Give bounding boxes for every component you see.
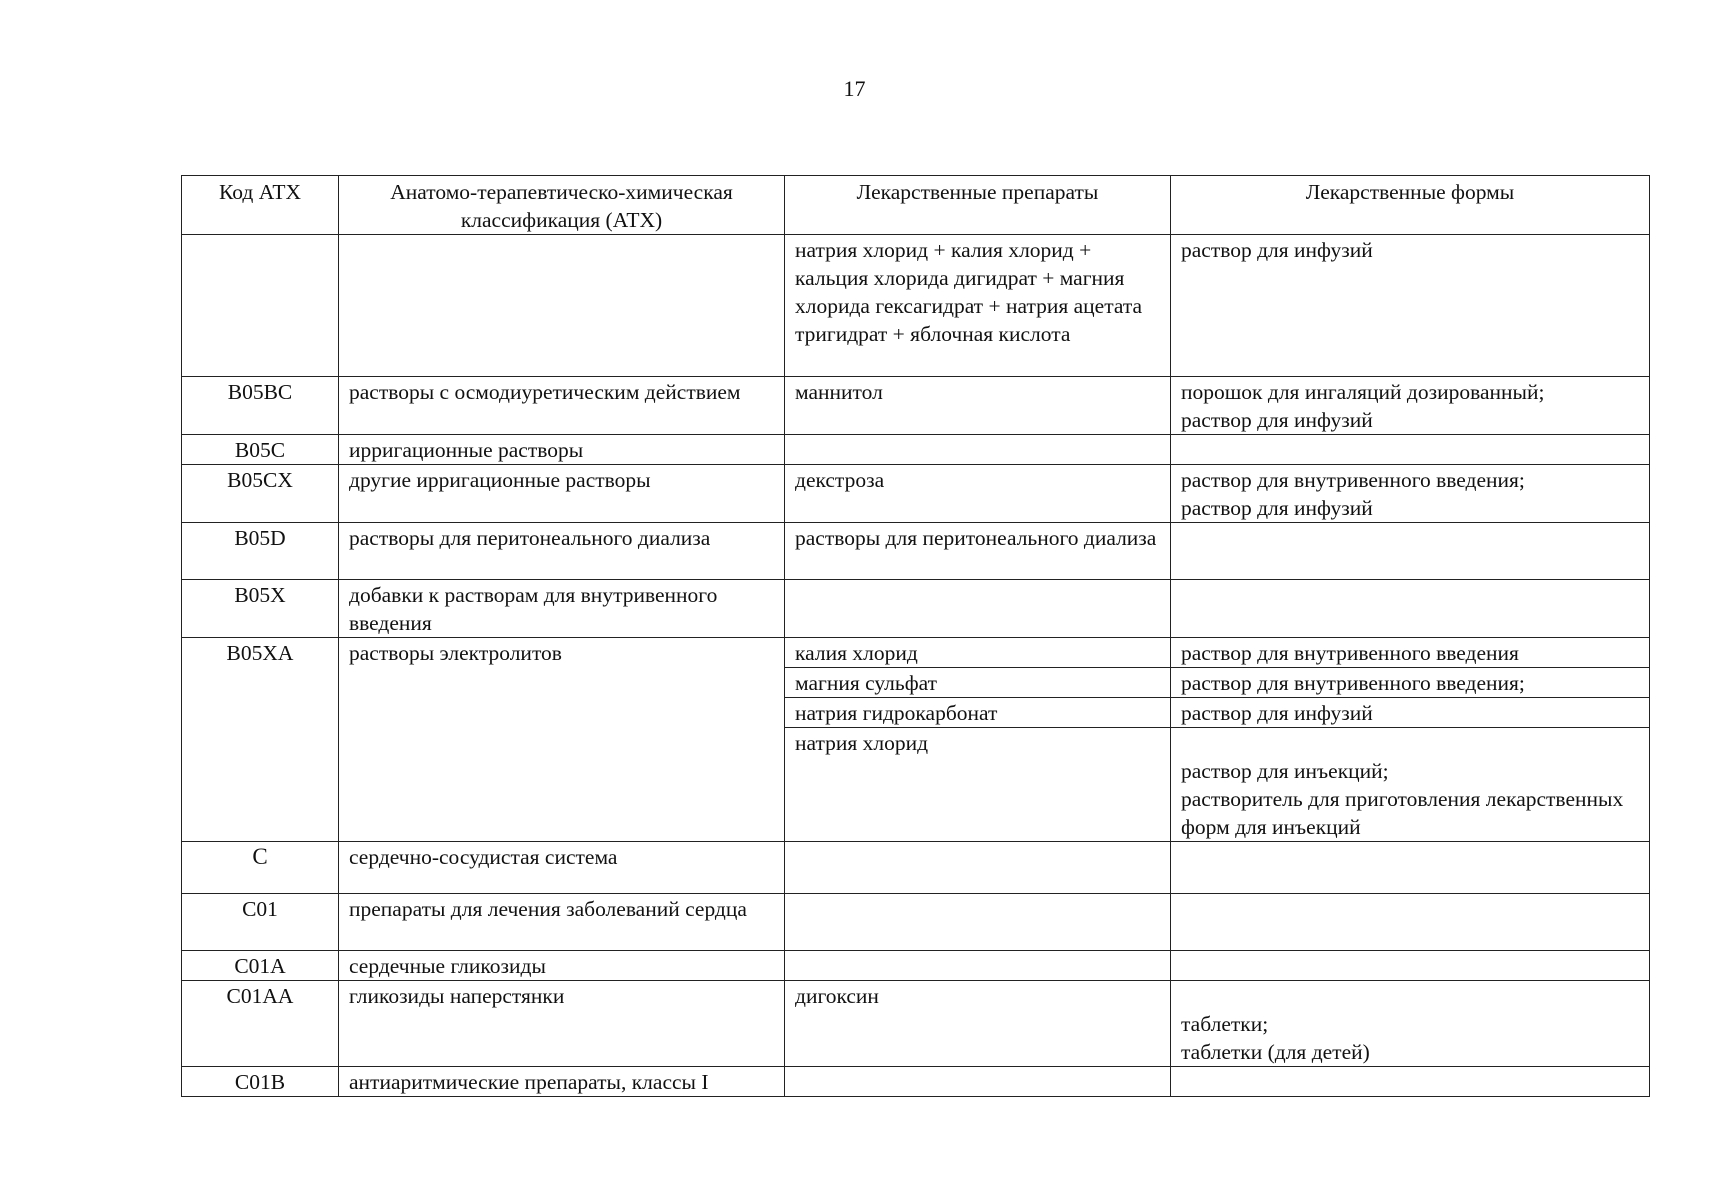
header-forms: Лекарственные формы: [1171, 176, 1650, 235]
table-row: [182, 1067, 1650, 1097]
cell-classification: сердечно-сосудистая система: [339, 842, 785, 894]
table-row: [182, 951, 1650, 981]
cell-code: [182, 235, 339, 377]
cell-code: B05D: [182, 523, 339, 580]
cell-classification: ирригационные растворы: [339, 435, 785, 465]
cell-classification: другие ирригационные растворы: [339, 465, 785, 523]
cell-forms: [1171, 698, 1650, 728]
cell-spacer: [1181, 982, 1639, 1010]
cell-classification: [339, 235, 785, 377]
cell-code: C01B: [182, 1067, 339, 1097]
atc-table: [181, 175, 1650, 1097]
cell-code: B05X: [182, 580, 339, 638]
cell-forms: [1171, 668, 1650, 698]
table-header-row: [182, 176, 1650, 235]
cell-drug: [785, 951, 1171, 981]
form-item: раствор для инфузий: [1181, 701, 1373, 725]
cell-forms: [1171, 981, 1650, 1067]
cell-drug: натрия гидрокарбонат: [785, 698, 1171, 728]
cell-forms: [1171, 842, 1650, 894]
cell-code: C: [182, 842, 339, 894]
cell-drug: [785, 842, 1171, 894]
cell-code: B05BC: [182, 377, 339, 435]
cell-drug: магния сульфат: [785, 668, 1171, 698]
table-row: [182, 894, 1650, 951]
form-item: раствор для инъекций;: [1181, 759, 1389, 783]
cell-forms: [1171, 235, 1650, 377]
cell-drug: маннитол: [785, 377, 1171, 435]
cell-spacer: [1181, 729, 1639, 757]
cell-forms: [1171, 435, 1650, 465]
cell-drug: [785, 1067, 1171, 1097]
table-row: [182, 580, 1650, 638]
cell-drug: калия хлорид: [785, 638, 1171, 668]
table-row: [182, 235, 1650, 377]
cell-forms: [1171, 894, 1650, 951]
cell-classification: растворы с осмодиуретическим действием: [339, 377, 785, 435]
cell-forms: [1171, 465, 1650, 523]
cell-code: B05C: [182, 435, 339, 465]
cell-forms: [1171, 728, 1650, 842]
cell-classification: препараты для лечения заболеваний сердца: [339, 894, 785, 951]
cell-classification: растворы для перитонеального диализа: [339, 523, 785, 580]
cell-classification: растворы электролитов: [339, 638, 785, 842]
cell-classification: сердечные гликозиды: [339, 951, 785, 981]
cell-forms: [1171, 523, 1650, 580]
form-item: раствор для инфузий: [1181, 238, 1373, 262]
cell-classification: добавки к растворам для внутривенного введения: [339, 580, 785, 638]
table-row: [182, 523, 1650, 580]
cell-drug: натрия хлорид + калия хлорид + кальция хлорида дигидрат + магния хлорида гексагидрат + натрия ацетата тригидрат + яблочная кислота: [785, 235, 1171, 377]
cell-classification: гликозиды наперстянки: [339, 981, 785, 1067]
form-item: раствор для инфузий: [1181, 496, 1373, 520]
form-item: раствор для внутривенного введения;: [1181, 468, 1525, 492]
table-row: [182, 435, 1650, 465]
form-item: таблетки (для детей): [1181, 1040, 1370, 1064]
cell-forms: [1171, 1067, 1650, 1097]
form-item: раствор для инфузий: [1181, 408, 1373, 432]
cell-drug: декстроза: [785, 465, 1171, 523]
cell-code: C01: [182, 894, 339, 951]
cell-drug: [785, 894, 1171, 951]
table-row: [182, 842, 1650, 894]
header-drugs: Лекарственные препараты: [785, 176, 1171, 235]
cell-forms: [1171, 580, 1650, 638]
table-row: [182, 638, 1650, 668]
table-row: [182, 377, 1650, 435]
cell-forms: [1171, 377, 1650, 435]
table-row: [182, 465, 1650, 523]
page-number: 17: [843, 76, 866, 101]
form-item: таблетки;: [1181, 1012, 1269, 1036]
cell-code: B05CX: [182, 465, 339, 523]
cell-forms: [1171, 638, 1650, 668]
cell-drug: [785, 435, 1171, 465]
cell-forms: [1171, 951, 1650, 981]
form-item: порошок для ингаляций дозированный;: [1181, 380, 1545, 404]
cell-classification: антиаритмические препараты, классы I: [339, 1067, 785, 1097]
cell-code: B05XA: [182, 638, 339, 842]
cell-code: C01A: [182, 951, 339, 981]
cell-drug: дигоксин: [785, 981, 1171, 1067]
form-item: растворитель для приготовления лекарственных форм для инъекций: [1181, 787, 1624, 839]
header-classification: Анатомо-терапевтическо-химическая классификация (АТХ): [339, 176, 785, 235]
cell-drug: натрия хлорид: [785, 728, 1171, 842]
table-row: [182, 981, 1650, 1067]
form-item: раствор для внутривенного введения: [1181, 641, 1519, 665]
cell-code: C01AA: [182, 981, 339, 1067]
cell-drug: растворы для перитонеального диализа: [785, 523, 1171, 580]
header-code: Код АТХ: [182, 176, 339, 235]
cell-drug: [785, 580, 1171, 638]
form-item: раствор для внутривенного введения;: [1181, 671, 1525, 695]
